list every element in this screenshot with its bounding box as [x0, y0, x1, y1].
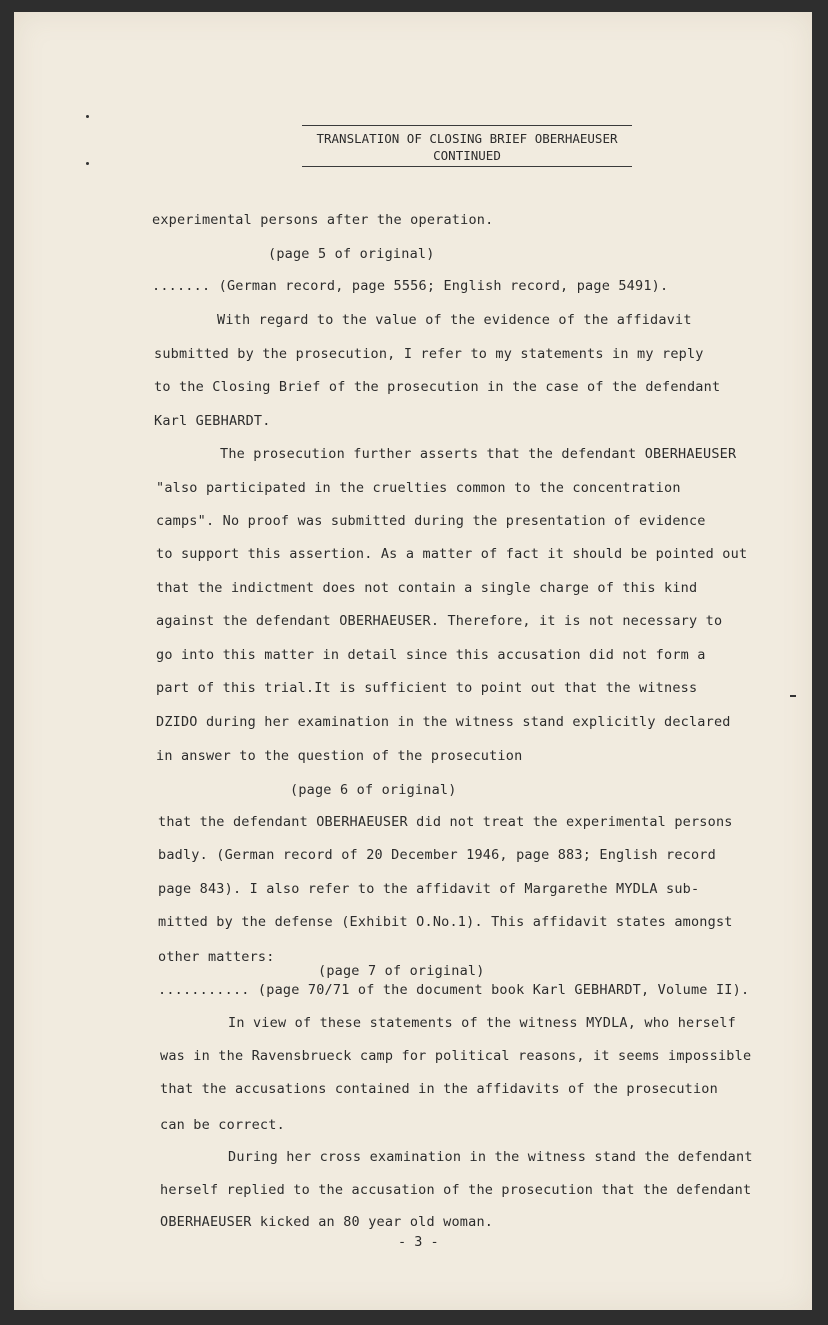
body-line: in answer to the question of the prosecution	[156, 748, 523, 764]
page-reference: (page 6 of original)	[290, 782, 457, 798]
body-line: part of this trial.It is sufficient to point out that the witness	[156, 680, 698, 696]
body-line: other matters:	[158, 949, 275, 965]
punch-mark	[86, 162, 89, 165]
body-line: page 843). I also refer to the affidavit of Margarethe MYDLA sub-	[158, 881, 700, 897]
edge-mark	[790, 695, 796, 697]
body-line: can be correct.	[160, 1117, 285, 1133]
heading-subtitle: CONTINUED	[433, 148, 501, 163]
body-line: badly. (German record of 20 December 1946, page 883; English record	[158, 847, 716, 863]
body-line: to the Closing Brief of the prosecution in the case of the defendant	[154, 379, 721, 395]
body-line: Karl GEBHARDT.	[154, 413, 271, 429]
body-line: During her cross examination in the witness stand the defendant	[228, 1149, 753, 1165]
heading-bottom-rule	[302, 166, 632, 167]
page-reference: (page 7 of original)	[318, 963, 485, 979]
body-line: With regard to the value of the evidence of the affidavit	[217, 312, 692, 328]
body-line: that the accusations contained in the affidavits of the prosecution	[160, 1081, 718, 1097]
body-line: In view of these statements of the witness MYDLA, who herself	[228, 1015, 736, 1031]
body-line: against the defendant OBERHAEUSER. Therefore, it is not necessary to	[156, 613, 723, 629]
document-heading	[302, 125, 632, 167]
body-line: ........... (page 70/71 of the document book Karl GEBHARDT, Volume II).	[158, 982, 750, 998]
body-line: mitted by the defense (Exhibit O.No.1). This affidavit states amongst	[158, 914, 733, 930]
body-line: was in the Ravensbrueck camp for political reasons, it seems impossible	[160, 1048, 752, 1064]
body-line: ....... (German record, page 5556; English record, page 5491).	[152, 278, 669, 294]
body-line: herself replied to the accusation of the prosecution that the defendant	[160, 1182, 752, 1198]
body-line: OBERHAEUSER kicked an 80 year old woman.	[160, 1214, 494, 1230]
body-line: to support this assertion. As a matter of fact it should be pointed out	[156, 546, 748, 562]
body-line: go into this matter in detail since this accusation did not form a	[156, 647, 706, 663]
page-reference: (page 5 of original)	[268, 246, 435, 262]
body-line: DZIDO during her examination in the witness stand explicitly declared	[156, 714, 731, 730]
body-line: "also participated in the cruelties common to the concentration	[156, 480, 681, 496]
body-line: that the indictment does not contain a single charge of this kind	[156, 580, 698, 596]
body-line: that the defendant OBERHAEUSER did not treat the experimental persons	[158, 814, 733, 830]
body-line: experimental persons after the operation.	[152, 212, 494, 228]
body-line: submitted by the prosecution, I refer to my statements in my reply	[154, 346, 704, 362]
punch-mark	[86, 115, 89, 118]
heading-title: TRANSLATION OF CLOSING BRIEF OBERHAEUSER	[316, 131, 618, 146]
body-line: camps". No proof was submitted during the presentation of evidence	[156, 513, 706, 529]
page-number: - 3 -	[398, 1234, 439, 1250]
body-line: The prosecution further asserts that the defendant OBERHAEUSER	[220, 446, 737, 462]
